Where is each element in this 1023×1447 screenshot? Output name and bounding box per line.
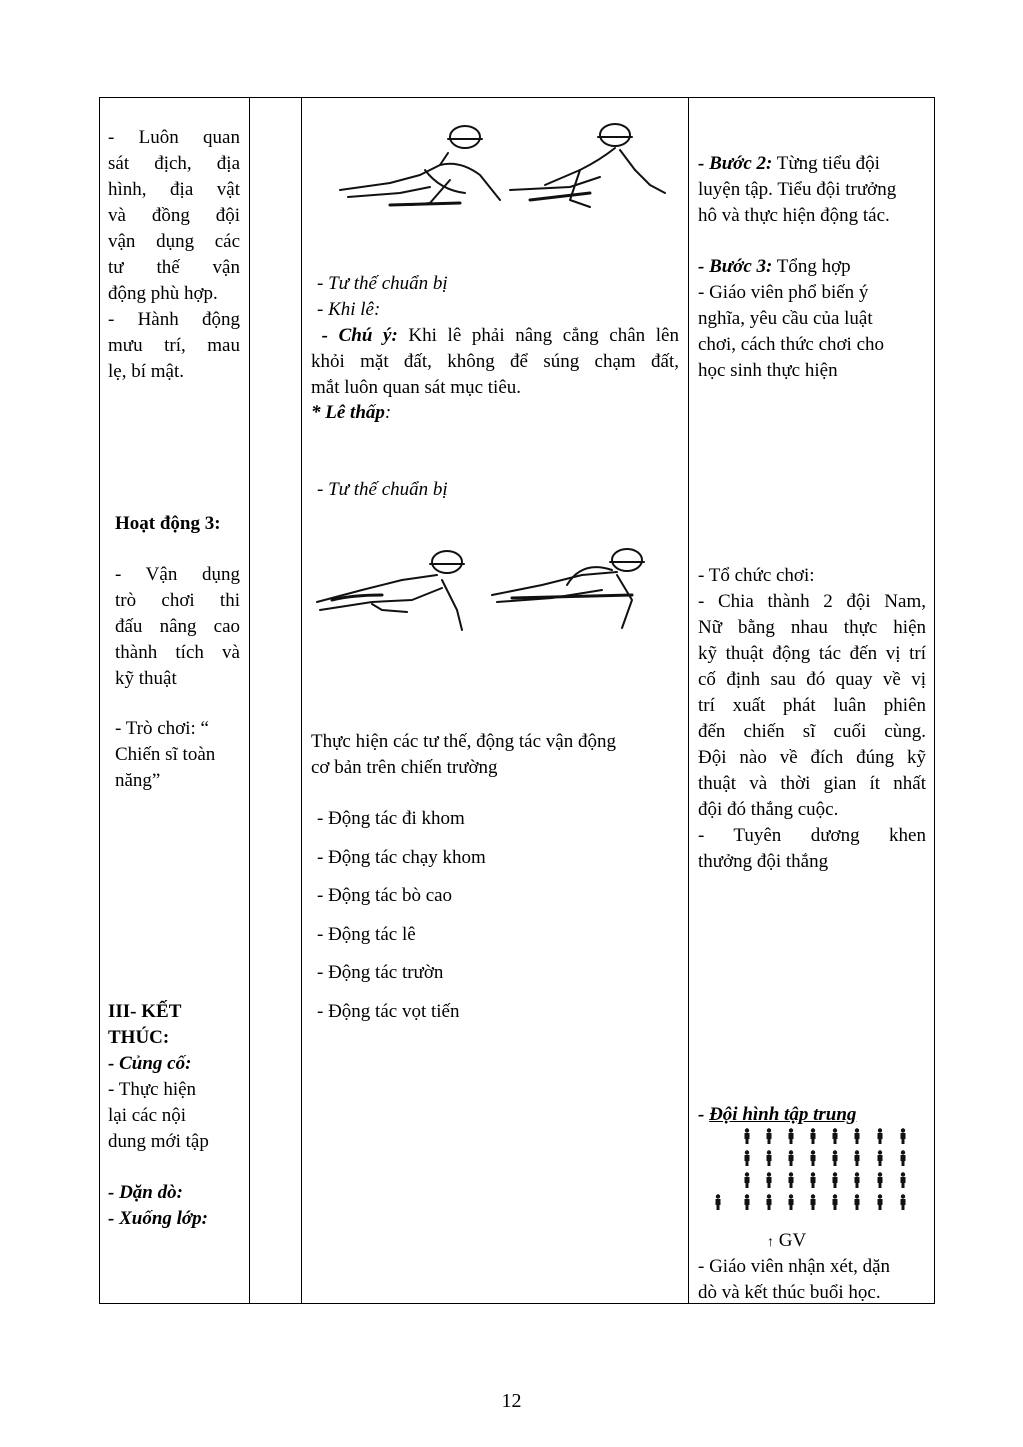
text-line: - Tuyên dương khen bbox=[698, 825, 926, 847]
text-line: đến chiến sĩ cuối cùng. bbox=[698, 721, 926, 743]
soldier-icon bbox=[809, 1150, 817, 1170]
text-line: hình, địa vật bbox=[108, 179, 240, 201]
text-line: khỏi mặt đất, không để súng chạm đất, bbox=[311, 351, 679, 373]
soldier-icon bbox=[899, 1172, 907, 1192]
text-line: - Thực hiện bbox=[108, 1079, 197, 1100]
text-line: chơi, cách thức chơi cho bbox=[698, 334, 885, 356]
formation-dash: - bbox=[698, 1104, 710, 1125]
low-crawl-title bbox=[311, 400, 391, 426]
soldier-icon bbox=[787, 1150, 795, 1170]
column-divider bbox=[301, 98, 302, 1303]
text-line: Từng tiểu đội bbox=[772, 153, 880, 174]
move-item: - Động tác vọt tiến bbox=[317, 1000, 460, 1022]
soldier-icon bbox=[809, 1194, 817, 1214]
soldier-icon bbox=[765, 1194, 773, 1214]
text-line: luyện tập. Tiểu đội trưởng bbox=[698, 179, 897, 201]
text-line: Thực hiện các tư thế, động tác vận động bbox=[311, 731, 616, 752]
note-paragraph bbox=[311, 323, 679, 401]
text-line: kỹ thuật động tác đến vị trí bbox=[698, 643, 926, 665]
text-line: - Trò chơi: “ bbox=[115, 718, 209, 739]
soldier-icon bbox=[743, 1194, 751, 1214]
prep-posture-2: - Tư thế chuẩn bị bbox=[317, 479, 448, 500]
soldier-icon bbox=[787, 1172, 795, 1192]
text-line: - Hành động bbox=[108, 309, 240, 331]
formation-title-text: Đội hình tập trung bbox=[709, 1104, 857, 1125]
teacher-icon: ↑ bbox=[767, 1235, 774, 1250]
text-line: hô và thực hiện động tác. bbox=[698, 205, 890, 227]
step3-paragraph bbox=[698, 254, 926, 384]
soldier-icon bbox=[853, 1128, 861, 1148]
note-label: - Chú ý: bbox=[321, 325, 398, 346]
step2-paragraph bbox=[698, 151, 926, 229]
soldier-icon bbox=[809, 1128, 817, 1148]
text-line: nghĩa, yêu cầu của luật bbox=[698, 308, 873, 330]
text-line: dung mới tập bbox=[108, 1131, 209, 1153]
low-crawl-colon: : bbox=[384, 402, 392, 423]
soldier-icon bbox=[809, 1172, 817, 1192]
game-name bbox=[115, 716, 245, 794]
soldier-icon bbox=[765, 1172, 773, 1192]
soldier-icon bbox=[899, 1128, 907, 1148]
text-line: trí xuất phát luân phiên bbox=[698, 695, 926, 717]
advice-label: - Dặn dò: bbox=[108, 1182, 183, 1203]
perform-paragraph bbox=[311, 729, 616, 781]
text-line: lại các nội bbox=[108, 1105, 187, 1127]
soldier-icon bbox=[787, 1194, 795, 1214]
teacher-label: GV bbox=[778, 1230, 807, 1251]
apply-paragraph bbox=[115, 562, 240, 692]
soldier-icon bbox=[899, 1150, 907, 1170]
low-crawl-label: * Lê thấp bbox=[311, 402, 385, 423]
soldier-icon bbox=[831, 1150, 839, 1170]
text-line: Khi lê phải nâng cẳng chân lên bbox=[397, 325, 679, 346]
text-line: trò chơi thi bbox=[115, 590, 240, 612]
soldier-icon bbox=[899, 1194, 907, 1214]
text-line: THÚC: bbox=[108, 1027, 170, 1049]
move-item: - Động tác trườn bbox=[317, 962, 444, 983]
text-line: vận dụng các bbox=[108, 231, 240, 253]
formation-title bbox=[698, 1102, 856, 1128]
text-line: tư thế vận bbox=[108, 257, 240, 279]
end-section-title bbox=[108, 999, 181, 1051]
soldier-icon bbox=[831, 1194, 839, 1214]
page-number: 12 bbox=[501, 1390, 522, 1412]
text-line: học sinh thực hiện bbox=[698, 360, 838, 382]
dismiss-label: - Xuống lớp: bbox=[108, 1208, 208, 1229]
activity3-title: Hoạt động 3: bbox=[115, 513, 221, 534]
text-line: - Tổ chức chơi: bbox=[698, 565, 815, 586]
step2-label: - Bước 2: bbox=[698, 153, 773, 174]
step3-label: - Bước 3: bbox=[698, 256, 773, 277]
text-line: dò và kết thúc buổi học. bbox=[698, 1282, 881, 1304]
text-line: và đồng đội bbox=[108, 205, 240, 227]
crawl-posture: - Khi lê: bbox=[317, 299, 381, 320]
soldier-crawl-illustration bbox=[330, 115, 670, 220]
text-line: mưu trí, mau bbox=[108, 335, 240, 357]
text-line: - Chia thành 2 đội Nam, bbox=[698, 591, 926, 613]
text-line: đội đó thắng cuộc. bbox=[698, 799, 839, 821]
move-item: - Động tác lê bbox=[317, 923, 416, 945]
soldier-icon bbox=[765, 1128, 773, 1148]
text-line: Đội nào về đích đúng kỹ bbox=[698, 747, 926, 769]
move-list bbox=[317, 806, 486, 1037]
soldier-icon bbox=[876, 1194, 884, 1214]
teacher-position bbox=[767, 1228, 806, 1254]
redo-paragraph bbox=[108, 1077, 209, 1155]
text-line: động phù hợp. bbox=[108, 283, 218, 305]
soldier-icon bbox=[743, 1150, 751, 1170]
text-line: kỹ thuật bbox=[115, 668, 177, 690]
text-line: đấu nâng cao bbox=[115, 616, 240, 638]
text-line: thưởng đội thắng bbox=[698, 851, 829, 873]
game-organization bbox=[698, 563, 926, 875]
text-line: Chiến sĩ toàn bbox=[115, 744, 216, 766]
soldier-icon bbox=[714, 1194, 722, 1214]
text-line: - Giáo viên nhận xét, dặn bbox=[698, 1256, 891, 1277]
soldier-low-crawl-illustration bbox=[312, 540, 662, 640]
soldier-icon bbox=[743, 1128, 751, 1148]
text-line: Nữ bằng nhau thực hiện bbox=[698, 617, 926, 639]
observe-paragraph bbox=[108, 125, 240, 385]
move-item: - Động tác đi khom bbox=[317, 808, 465, 829]
move-item: - Động tác bò cao bbox=[317, 885, 453, 906]
soldier-icon bbox=[765, 1150, 773, 1170]
text-line: cố định sau đó quay về vị bbox=[698, 669, 926, 691]
consolidate-label: - Củng cố: bbox=[108, 1053, 192, 1074]
text-line: - Vận dụng bbox=[115, 564, 240, 585]
soldier-icon bbox=[853, 1194, 861, 1214]
text-line: III- KẾT bbox=[108, 1001, 182, 1022]
soldier-icon bbox=[853, 1150, 861, 1170]
text-line: thuật và thời gian ít nhất bbox=[698, 773, 926, 795]
column-divider bbox=[249, 98, 250, 1303]
text-line: mắt luôn quan sát mục tiêu. bbox=[311, 377, 522, 399]
text-line: năng” bbox=[115, 770, 161, 792]
soldier-icon bbox=[876, 1172, 884, 1192]
closing-paragraph bbox=[698, 1254, 926, 1306]
text-line: thành tích và bbox=[115, 642, 240, 664]
column-divider bbox=[688, 98, 689, 1303]
text-line: - Giáo viên phổ biến ý bbox=[698, 282, 869, 304]
text-line: - Luôn quan bbox=[108, 127, 240, 148]
soldier-icon bbox=[787, 1128, 795, 1148]
soldier-icon bbox=[876, 1128, 884, 1148]
soldier-icon bbox=[876, 1150, 884, 1170]
soldier-icon bbox=[853, 1172, 861, 1192]
prep-posture-1: - Tư thế chuẩn bị bbox=[317, 273, 448, 294]
soldier-icon bbox=[743, 1172, 751, 1192]
text-line: Tổng hợp bbox=[772, 256, 851, 277]
soldier-icon bbox=[831, 1128, 839, 1148]
text-line: sát địch, địa bbox=[108, 153, 240, 175]
soldier-icon bbox=[831, 1172, 839, 1192]
move-item: - Động tác chạy khom bbox=[317, 846, 486, 868]
text-line: cơ bản trên chiến trường bbox=[311, 757, 498, 779]
text-line: lẹ, bí mật. bbox=[108, 361, 184, 383]
